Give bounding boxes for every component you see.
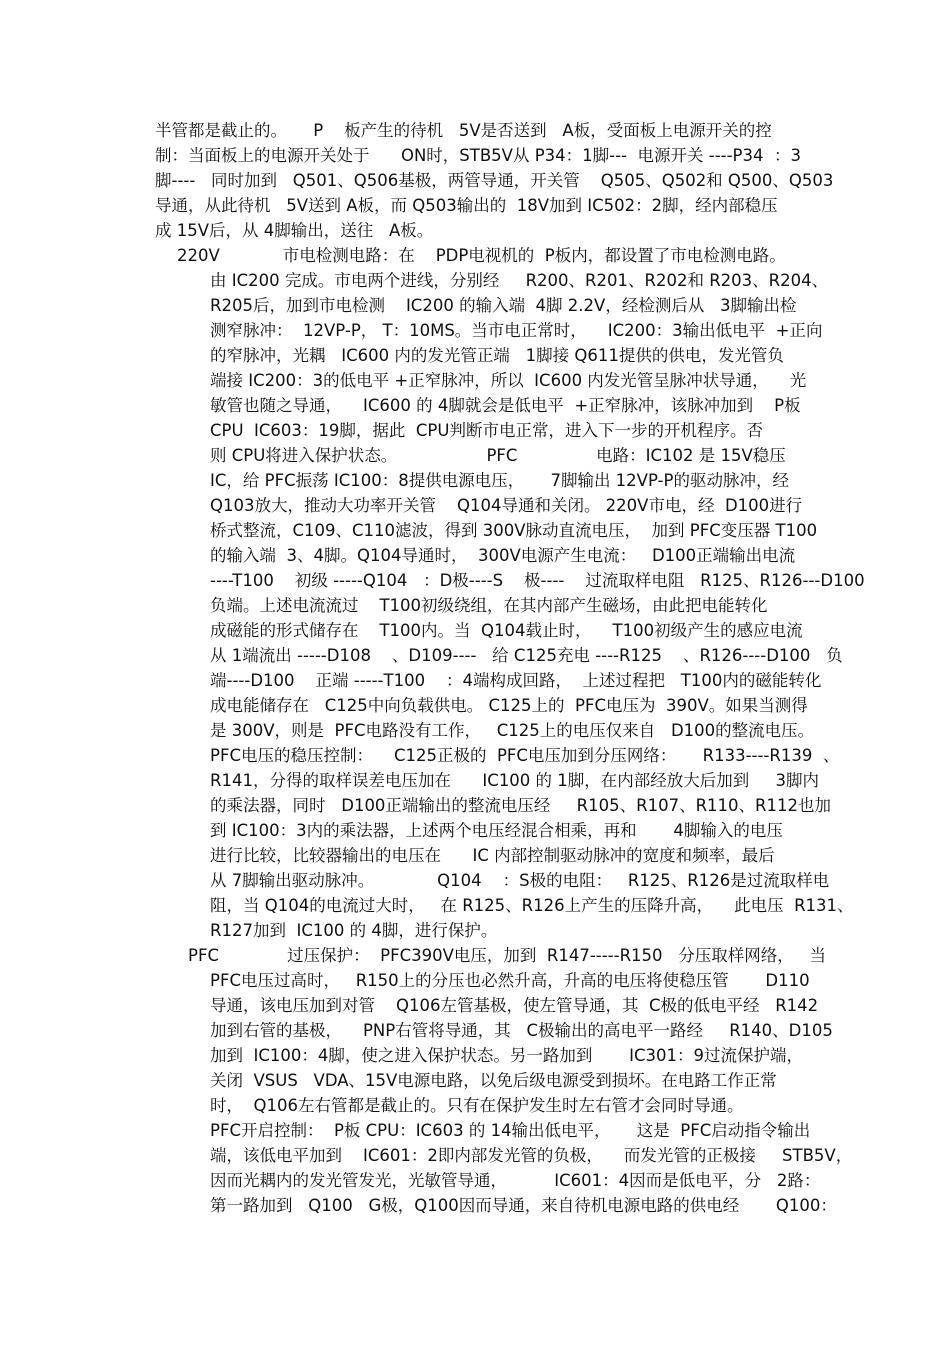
text-line: 因而光耦内的发光管发光，光敏管导通， IC601：4因而是低电平，分 2路：	[210, 1171, 821, 1190]
text-line: 端接 IC200：3的低电平 +正窄脉冲，所以 IC600 内发光管呈脉冲状导通， 光	[210, 371, 807, 390]
text-line: 半管都是截止的。 P 板产生的待机 5V是否送到 A板，受面板上电源开关的控	[155, 121, 772, 140]
text-line: 导通，从此待机 5V送到 A板，而 Q503输出的 18V加到 IC502：2脚，经内部稳压	[155, 196, 778, 215]
text-line: ----T100 初级 -----Q104 ：D极----S 极---- 过流取样电阻 R125、R126---D100	[210, 571, 865, 590]
text-line: R127加到 IC100 的 4脚，进行保护。	[210, 921, 498, 940]
text-line: 导通，该电压加到对管 Q106左管基极，使左管导通，其 C极的低电平经 R142	[210, 996, 819, 1015]
text-line: 关闭 VSUS VDA、15V电源电路，以免后级电源受到损坏。在电路工作正常	[210, 1071, 777, 1090]
text-line: 的乘法器，同时 D100正端输出的整流电压经 R105、R107、R110、R112也加	[210, 796, 831, 815]
text-line: 脚---- 同时加到 Q501、Q506基极，两管导通，开关管 Q505、Q502和 Q500、Q503	[155, 171, 834, 190]
text-line: 时， Q106左右管都是截止的。只有在保护发生时左右管才会同时导通。	[210, 1096, 744, 1115]
text-line: 从 1端流出 -----D108 、D109---- 给 C125充电 ----R125 、R126----D100 负	[210, 646, 843, 665]
text-line: PFC电压的稳压控制： C125正极的 PFC电压加到分压网络： R133----R139 、	[210, 746, 840, 765]
text-line: 的输入端 3、4脚。Q104导通时， 300V电源产生电流： D100正端输出电流	[210, 546, 796, 565]
text-line: 由 IC200 完成。市电两个进线，分别经 R200、R201、R202和 R203、R204、	[210, 271, 829, 290]
text-line: 从 7脚输出驱动脉冲。 Q104 ：S极的电阻： R125、R126是过流取样电	[210, 871, 830, 890]
text-line: 负端。上述电流流过 T100初级绕组，在其内部产生磁场，由此把电能转化	[210, 596, 768, 615]
text-line: 进行比较，比较器输出的电压在 IC 内部控制驱动脉冲的宽度和频率，最后	[210, 846, 775, 865]
text-line: 则 CPU将进入保护状态。 PFC 电路：IC102 是 15V稳压	[210, 446, 786, 465]
text-line: R141，分得的取样误差电压加在 IC100 的 1脚，在内部经放大后加到 3脚内	[210, 771, 820, 790]
text-line: 成磁能的形式储存在 T100内。当 Q104载止时， T100初级产生的感应电流	[210, 621, 803, 640]
text-line: 测窄脉冲： 12VP-P， T：10MS。当市电正常时， IC200：3输出低电平 +正向	[210, 321, 823, 340]
text-line: 成电能储存在 C125中向负载供电。 C125上的 PFC电压为 390V。如果当测得	[210, 696, 808, 715]
text-line: 桥式整流，C109、C110滤波，得到 300V脉动直流电压， 加到 PFC变压器 T100	[210, 521, 818, 540]
text-line: Q103放大，推动大功率开关管 Q104导通和关闭。 220V市电，经 D100进行	[210, 496, 803, 515]
text-line: 加到 IC100：4脚，使之进入保护状态。另一路加到 IC301：9过流保护端，	[210, 1046, 803, 1065]
text-line: 敏管也随之导通， IC600 的 4脚就会是低电平 +正窄脉冲，该脉冲加到 P板	[210, 396, 801, 415]
text-line: 阻，当 Q104的电流过大时， 在 R125、R126上产生的压降升高， 此电压 R131、	[210, 896, 854, 915]
section-heading-mains-detect: 220V 市电检测电路：在 PDP电视机的 P板内，都设置了市电检测电路。	[177, 246, 786, 265]
text-line: PFC开启控制： P板 CPU：IC603 的 14输出低电平， 这是 PFC启动指令输出	[210, 1121, 811, 1140]
text-line: 第一路加到 Q100 G极，Q100因而导通，来自待机电源电路的供电经 Q100：	[210, 1196, 837, 1215]
text-line: 加到右管的基极， PNP右管将导通，其 C极输出的高电平一路经 R140、D105	[210, 1021, 833, 1040]
text-line: 端----D100 正端 -----T100 ：4端构成回路， 上述过程把 T100内的磁能转化	[210, 671, 822, 690]
text-line: 是 300V，则是 PFC电路没有工作， C125上的电压仅来自 D100的整流电压。	[210, 721, 815, 740]
text-line: CPU IC603：19脚，据此 CPU判断市电正常，进入下一步的开机程序。否	[210, 421, 763, 440]
text-line: PFC电压过高时， R150上的分压也必然升高，升高的电压将使稳压管 D110	[210, 971, 810, 990]
text-line: 成 15V后，从 4脚输出，送往 A板。	[155, 221, 434, 240]
text-line: 制：当面板上的电源开关处于 ON时，STB5V从 P34：1脚--- 电源开关 ----P34 ：3	[155, 146, 801, 165]
text-line: 端，该低电平加到 IC601：2即内部发光管的负极， 而发光管的正极接 STB5V，	[210, 1146, 853, 1165]
text-line: 到 IC100：3内的乘法器，上述两个电压经混合相乘，再和 4脚输入的电压	[210, 821, 783, 840]
text-line: IC，给 PFC振荡 IC100：8提供电源电压， 7脚输出 12VP-P的驱动脉冲，经	[210, 471, 789, 490]
text-line: 的窄脉冲，光耦 IC600 内的发光管正端 1脚接 Q611提供的供电，发光管负	[210, 346, 784, 365]
text-line: R205后，加到市电检测 IC200 的输入端 4脚 2.2V，经检测后从 3脚输出检	[210, 296, 797, 315]
section-heading-pfc-overvoltage: PFC 过压保护： PFC390V电压，加到 R147-----R150 分压取样网络， 当	[188, 946, 827, 965]
